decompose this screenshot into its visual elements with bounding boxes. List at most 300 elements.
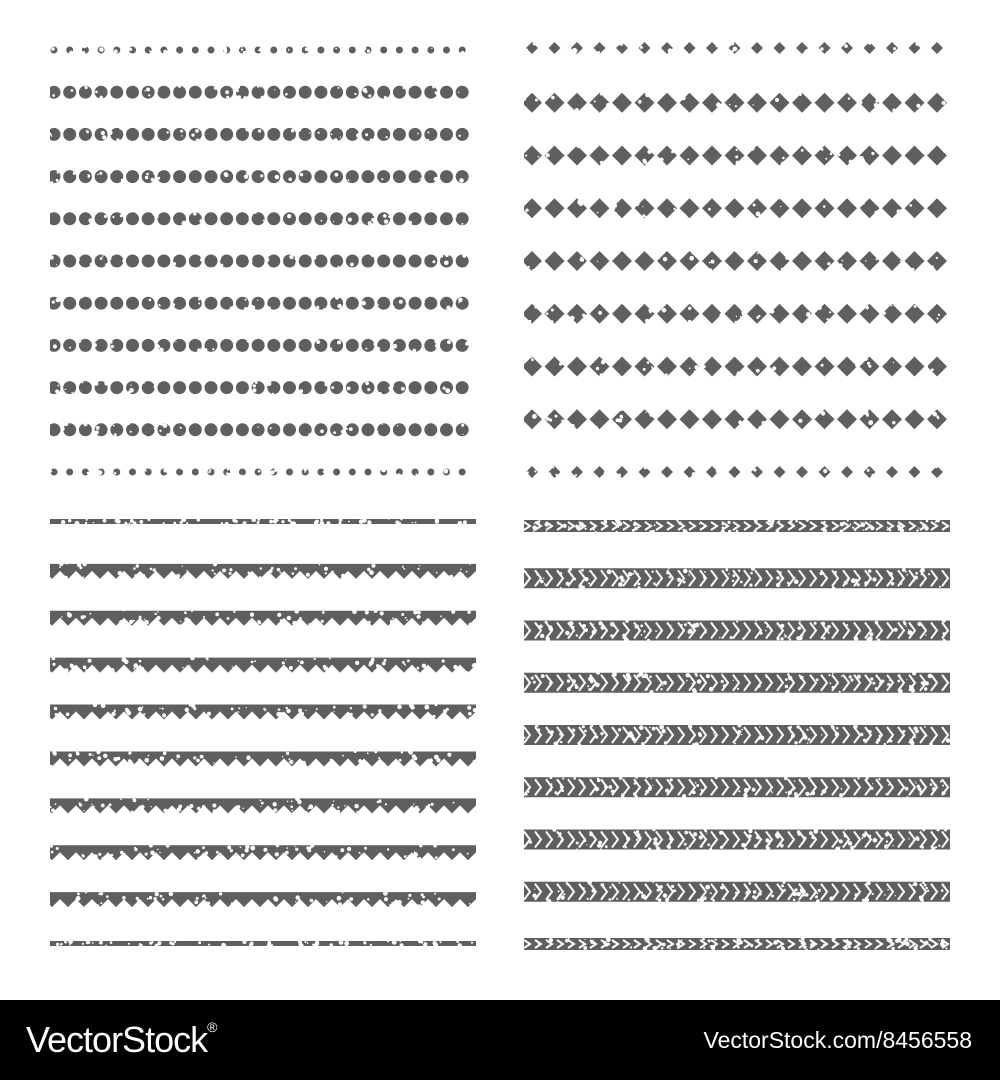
distress-speck	[572, 729, 576, 733]
distress-speck	[371, 218, 375, 222]
dot-mark	[314, 212, 327, 225]
dot-mark	[409, 86, 422, 99]
distress-speck	[144, 90, 145, 91]
distress-speck	[401, 613, 404, 616]
distress-speck	[948, 96, 950, 99]
distress-speck	[299, 389, 303, 393]
distress-speck	[864, 357, 868, 361]
distress-speck	[425, 943, 427, 945]
distress-speck	[172, 943, 175, 946]
distress-speck	[148, 94, 150, 96]
distress-speck	[70, 664, 74, 668]
distress-speck	[935, 466, 937, 468]
distress-speck	[350, 713, 353, 716]
distress-speck	[905, 942, 909, 946]
chevron-border-row	[524, 936, 950, 951]
distress-speck	[787, 673, 789, 675]
distress-speck	[252, 518, 256, 522]
distress-speck	[309, 132, 311, 134]
distress-speck	[756, 212, 761, 217]
dot-mark	[192, 47, 199, 54]
distress-speck	[69, 51, 74, 56]
distress-speck	[733, 47, 738, 52]
distress-speck	[567, 687, 571, 691]
distress-speck	[794, 787, 796, 789]
distress-speck	[588, 688, 591, 691]
distress-speck	[417, 611, 420, 614]
distress-speck	[656, 92, 660, 96]
distress-speck	[532, 269, 535, 272]
distress-speck	[241, 49, 243, 51]
distress-speck	[197, 518, 200, 521]
distress-speck	[92, 754, 93, 755]
distress-speck	[928, 944, 930, 946]
distress-speck	[804, 50, 808, 54]
dot-mark	[189, 170, 202, 183]
distress-speck	[108, 257, 112, 261]
distress-speck	[152, 856, 157, 861]
distress-speck	[568, 526, 570, 528]
distress-speck	[612, 306, 616, 310]
distress-speck	[333, 431, 336, 434]
distress-speck	[431, 803, 434, 806]
distress-speck	[872, 783, 873, 784]
distress-speck	[651, 474, 653, 476]
distress-speck	[721, 530, 725, 534]
distress-speck	[599, 373, 603, 377]
distress-speck	[209, 469, 211, 471]
distress-speck	[263, 848, 267, 852]
distress-speck	[925, 635, 926, 636]
distress-speck	[56, 298, 60, 302]
distress-speck	[75, 857, 78, 860]
distress-speck	[816, 892, 818, 894]
distress-speck	[886, 840, 888, 842]
distress-speck	[186, 522, 188, 524]
dot-mark	[126, 212, 139, 225]
dot-mark	[205, 212, 218, 225]
distress-speck	[704, 473, 707, 476]
distress-speck	[98, 470, 103, 475]
distress-speck	[417, 133, 419, 135]
distress-speck	[371, 255, 373, 257]
distress-speck	[602, 885, 603, 886]
diamond-mark	[927, 198, 947, 218]
distress-speck	[910, 741, 914, 745]
distress-speck	[408, 894, 411, 897]
distress-speck	[320, 519, 323, 522]
diamond-mark	[860, 93, 880, 113]
dot-mark	[456, 86, 469, 99]
dot-borders-panel	[50, 42, 476, 478]
distress-speck	[446, 708, 449, 711]
distress-speck	[569, 568, 572, 571]
distress-speck	[95, 91, 98, 94]
distress-speck	[793, 899, 796, 902]
distress-speck	[64, 421, 69, 426]
distress-speck	[823, 944, 826, 947]
dot-mark	[63, 255, 76, 268]
distress-speck	[781, 637, 784, 640]
dot-mark	[173, 423, 186, 436]
distress-speck	[400, 941, 402, 943]
distress-speck	[927, 890, 929, 892]
distress-speck	[879, 682, 882, 685]
distress-speck	[573, 578, 576, 581]
diamond-mark	[747, 357, 767, 377]
distress-speck	[263, 220, 265, 222]
diamond-mark	[905, 357, 925, 377]
diamond-mark	[524, 304, 542, 324]
distress-speck	[227, 617, 230, 620]
distress-speck	[149, 844, 153, 848]
diamond-mark	[751, 42, 763, 54]
distress-speck	[870, 632, 874, 636]
distress-speck	[555, 415, 558, 418]
distress-speck	[198, 303, 200, 305]
distress-speck	[567, 674, 570, 677]
distress-speck	[338, 266, 340, 268]
distress-speck	[347, 387, 351, 391]
distress-speck	[340, 137, 341, 138]
distress-speck	[791, 734, 795, 738]
distress-speck	[784, 776, 788, 780]
distress-speck	[402, 566, 404, 568]
distress-speck	[242, 812, 243, 813]
distress-speck	[201, 85, 205, 89]
distress-speck	[320, 429, 324, 433]
distress-speck	[639, 321, 643, 325]
zigzag-border-row	[50, 939, 476, 948]
distress-speck	[677, 578, 680, 581]
distress-speck	[143, 382, 145, 384]
diamond-mark	[792, 357, 812, 377]
distress-speck	[428, 804, 431, 807]
distress-speck	[181, 135, 182, 136]
distress-speck	[460, 51, 464, 55]
distress-speck	[53, 344, 57, 348]
distress-speck	[191, 134, 194, 137]
distress-speck	[471, 474, 474, 477]
distress-speck	[547, 409, 550, 412]
distress-speck	[179, 805, 183, 809]
distress-speck	[135, 849, 137, 851]
distress-speck	[212, 569, 214, 571]
distress-speck	[785, 685, 788, 688]
distress-speck	[939, 586, 941, 588]
chevron-border-row	[524, 723, 950, 746]
distress-speck	[926, 373, 928, 375]
distress-speck	[865, 898, 870, 903]
distress-speck	[542, 45, 546, 49]
distress-speck	[65, 941, 67, 943]
distress-speck	[756, 369, 760, 373]
distress-speck	[805, 792, 809, 796]
distress-speck	[604, 942, 608, 946]
distress-speck	[836, 370, 838, 372]
distress-speck	[162, 708, 164, 710]
diamond-mark	[590, 146, 610, 166]
distress-speck	[745, 891, 750, 896]
distress-speck	[216, 471, 218, 473]
distress-speck	[750, 944, 753, 947]
dot-mark	[330, 339, 343, 352]
distress-speck	[857, 44, 862, 49]
distress-speck	[550, 730, 554, 734]
distress-speck	[121, 179, 124, 182]
distress-speck	[238, 707, 240, 709]
distress-speck	[871, 152, 874, 155]
distress-speck	[582, 725, 585, 728]
distress-speck	[194, 708, 197, 711]
distress-speck	[861, 522, 866, 527]
distress-speck	[593, 623, 594, 624]
distress-speck	[596, 367, 599, 370]
distress-speck	[795, 520, 798, 523]
distress-speck	[127, 711, 131, 715]
dot-mark	[314, 255, 327, 268]
distress-speck	[380, 812, 382, 814]
distress-speck	[308, 433, 311, 436]
distress-speck	[345, 428, 347, 430]
distress-speck	[917, 622, 921, 626]
distress-speck	[762, 421, 766, 425]
distress-speck	[581, 524, 583, 526]
distress-speck	[748, 834, 752, 838]
distress-speck	[227, 468, 229, 470]
distress-speck	[99, 892, 103, 896]
distress-speck	[90, 262, 95, 267]
distress-speck	[287, 616, 291, 620]
distress-speck	[56, 943, 59, 946]
distress-speck	[84, 810, 85, 811]
distress-speck	[692, 791, 696, 795]
distress-speck	[344, 472, 348, 476]
distress-speck	[876, 741, 879, 744]
distress-speck	[836, 727, 838, 729]
distress-speck	[82, 855, 85, 858]
distress-speck	[874, 103, 879, 108]
distress-speck	[76, 896, 81, 901]
diamond-border-row	[524, 249, 947, 272]
distress-speck	[526, 471, 529, 474]
distress-speck	[699, 835, 703, 839]
distress-speck	[927, 360, 929, 362]
distress-speck	[937, 318, 939, 320]
distress-speck	[311, 468, 313, 470]
distress-speck	[243, 521, 247, 525]
distress-speck	[435, 92, 438, 95]
distress-speck	[350, 224, 351, 225]
distress-speck	[652, 881, 654, 883]
distress-speck	[848, 145, 851, 148]
distress-speck	[87, 718, 90, 721]
distress-speck	[716, 102, 721, 107]
dot-mark	[220, 128, 233, 141]
distress-speck	[196, 139, 200, 143]
distress-speck	[546, 637, 550, 641]
distress-speck	[686, 673, 690, 677]
distress-speck	[883, 312, 886, 315]
dot-border-row	[50, 421, 473, 437]
distress-speck	[937, 417, 939, 419]
distress-speck	[293, 521, 294, 522]
distress-speck	[917, 145, 920, 148]
dot-border-row	[50, 337, 469, 353]
distress-speck	[665, 898, 669, 902]
distress-speck	[145, 435, 146, 436]
distress-speck	[337, 87, 339, 89]
distress-speck	[110, 341, 113, 344]
distress-speck	[683, 569, 688, 574]
distress-speck	[140, 48, 144, 52]
distress-speck	[576, 842, 579, 845]
dot-mark	[393, 170, 406, 183]
distress-speck	[95, 856, 97, 858]
diamond-mark	[545, 357, 565, 377]
diamond-mark	[837, 357, 857, 377]
distress-speck	[840, 530, 844, 534]
dot-mark	[236, 255, 249, 268]
distress-speck	[551, 96, 555, 100]
distress-speck	[850, 523, 852, 525]
distress-speck	[692, 253, 693, 254]
distress-speck	[432, 715, 435, 718]
distress-speck	[875, 948, 877, 950]
distress-speck	[747, 477, 750, 478]
distress-speck	[654, 524, 656, 526]
distress-speck	[661, 947, 664, 950]
distress-speck	[374, 258, 376, 260]
distress-speck	[941, 939, 945, 943]
dot-mark	[440, 170, 453, 183]
distress-speck	[683, 581, 686, 584]
distress-speck	[906, 625, 907, 626]
distress-speck	[327, 47, 329, 49]
distress-speck	[751, 567, 755, 571]
distress-speck	[879, 735, 882, 738]
distress-speck	[294, 846, 295, 847]
distress-speck	[643, 630, 645, 632]
distress-speck	[535, 724, 538, 727]
distress-speck	[461, 424, 464, 427]
distress-speck	[737, 723, 741, 727]
diamond-mark	[725, 146, 745, 166]
distress-speck	[369, 663, 372, 666]
distress-speck	[741, 255, 742, 256]
distress-speck	[624, 846, 627, 849]
dot-mark	[393, 297, 406, 310]
distress-speck	[93, 343, 97, 347]
distress-speck	[944, 211, 948, 215]
distress-speck	[644, 466, 648, 470]
distress-speck	[191, 610, 193, 612]
distress-speck	[168, 467, 172, 471]
distress-speck	[86, 131, 89, 134]
distress-speck	[323, 308, 325, 310]
distress-speck	[710, 946, 711, 947]
distress-speck	[289, 760, 293, 764]
dot-mark	[380, 47, 387, 54]
distress-speck	[678, 941, 681, 944]
distress-speck	[397, 900, 402, 905]
distress-speck	[624, 638, 629, 643]
dot-mark	[142, 128, 155, 141]
dot-mark	[220, 212, 233, 225]
distress-speck	[250, 942, 254, 946]
distress-speck	[452, 848, 455, 851]
distress-speck	[903, 730, 906, 733]
diamond-mark	[635, 93, 655, 113]
distress-speck	[230, 669, 235, 674]
distress-speck	[738, 164, 740, 166]
distress-speck	[660, 688, 662, 690]
distress-speck	[391, 902, 393, 904]
distress-speck	[608, 898, 611, 901]
distress-speck	[435, 856, 438, 859]
distress-speck	[296, 424, 299, 427]
distress-speck	[237, 805, 241, 809]
distress-speck	[51, 135, 53, 137]
distress-speck	[196, 897, 199, 900]
distress-speck	[688, 307, 691, 310]
distress-speck	[832, 586, 835, 589]
dot-mark	[252, 423, 265, 436]
distress-speck	[533, 681, 536, 684]
distress-speck	[784, 634, 785, 635]
distress-speck	[56, 264, 57, 265]
distress-speck	[842, 884, 844, 886]
distress-speck	[445, 253, 449, 257]
distress-speck	[105, 904, 108, 907]
distress-speck	[388, 215, 391, 218]
distress-speck	[360, 669, 365, 674]
dot-mark	[110, 297, 123, 310]
distress-speck	[905, 937, 909, 941]
diamond-mark	[770, 409, 790, 429]
distress-speck	[106, 895, 109, 898]
distress-speck	[737, 946, 740, 949]
distress-speck	[772, 42, 775, 44]
distress-speck	[922, 829, 925, 832]
distress-speck	[94, 382, 98, 386]
distress-speck	[551, 309, 554, 312]
distress-speck	[367, 898, 370, 901]
distress-speck	[422, 764, 425, 767]
distress-speck	[754, 259, 758, 263]
distress-speck	[539, 625, 543, 629]
distress-speck	[877, 639, 881, 643]
distress-speck	[131, 811, 135, 815]
distress-speck	[801, 940, 806, 945]
dot-mark	[113, 469, 120, 476]
distress-speck	[589, 571, 591, 573]
distress-speck	[812, 469, 813, 470]
distress-speck	[203, 616, 205, 618]
dot-mark	[424, 381, 437, 394]
distress-speck	[818, 889, 821, 892]
distress-speck	[616, 531, 618, 533]
dot-mark	[409, 423, 422, 436]
distress-speck	[306, 573, 310, 577]
distress-speck	[543, 578, 544, 579]
dot-mark	[346, 170, 359, 183]
distress-speck	[302, 761, 307, 766]
distress-speck	[166, 433, 171, 438]
distress-speck	[245, 844, 250, 849]
distress-speck	[750, 146, 755, 151]
distress-speck	[159, 430, 161, 432]
